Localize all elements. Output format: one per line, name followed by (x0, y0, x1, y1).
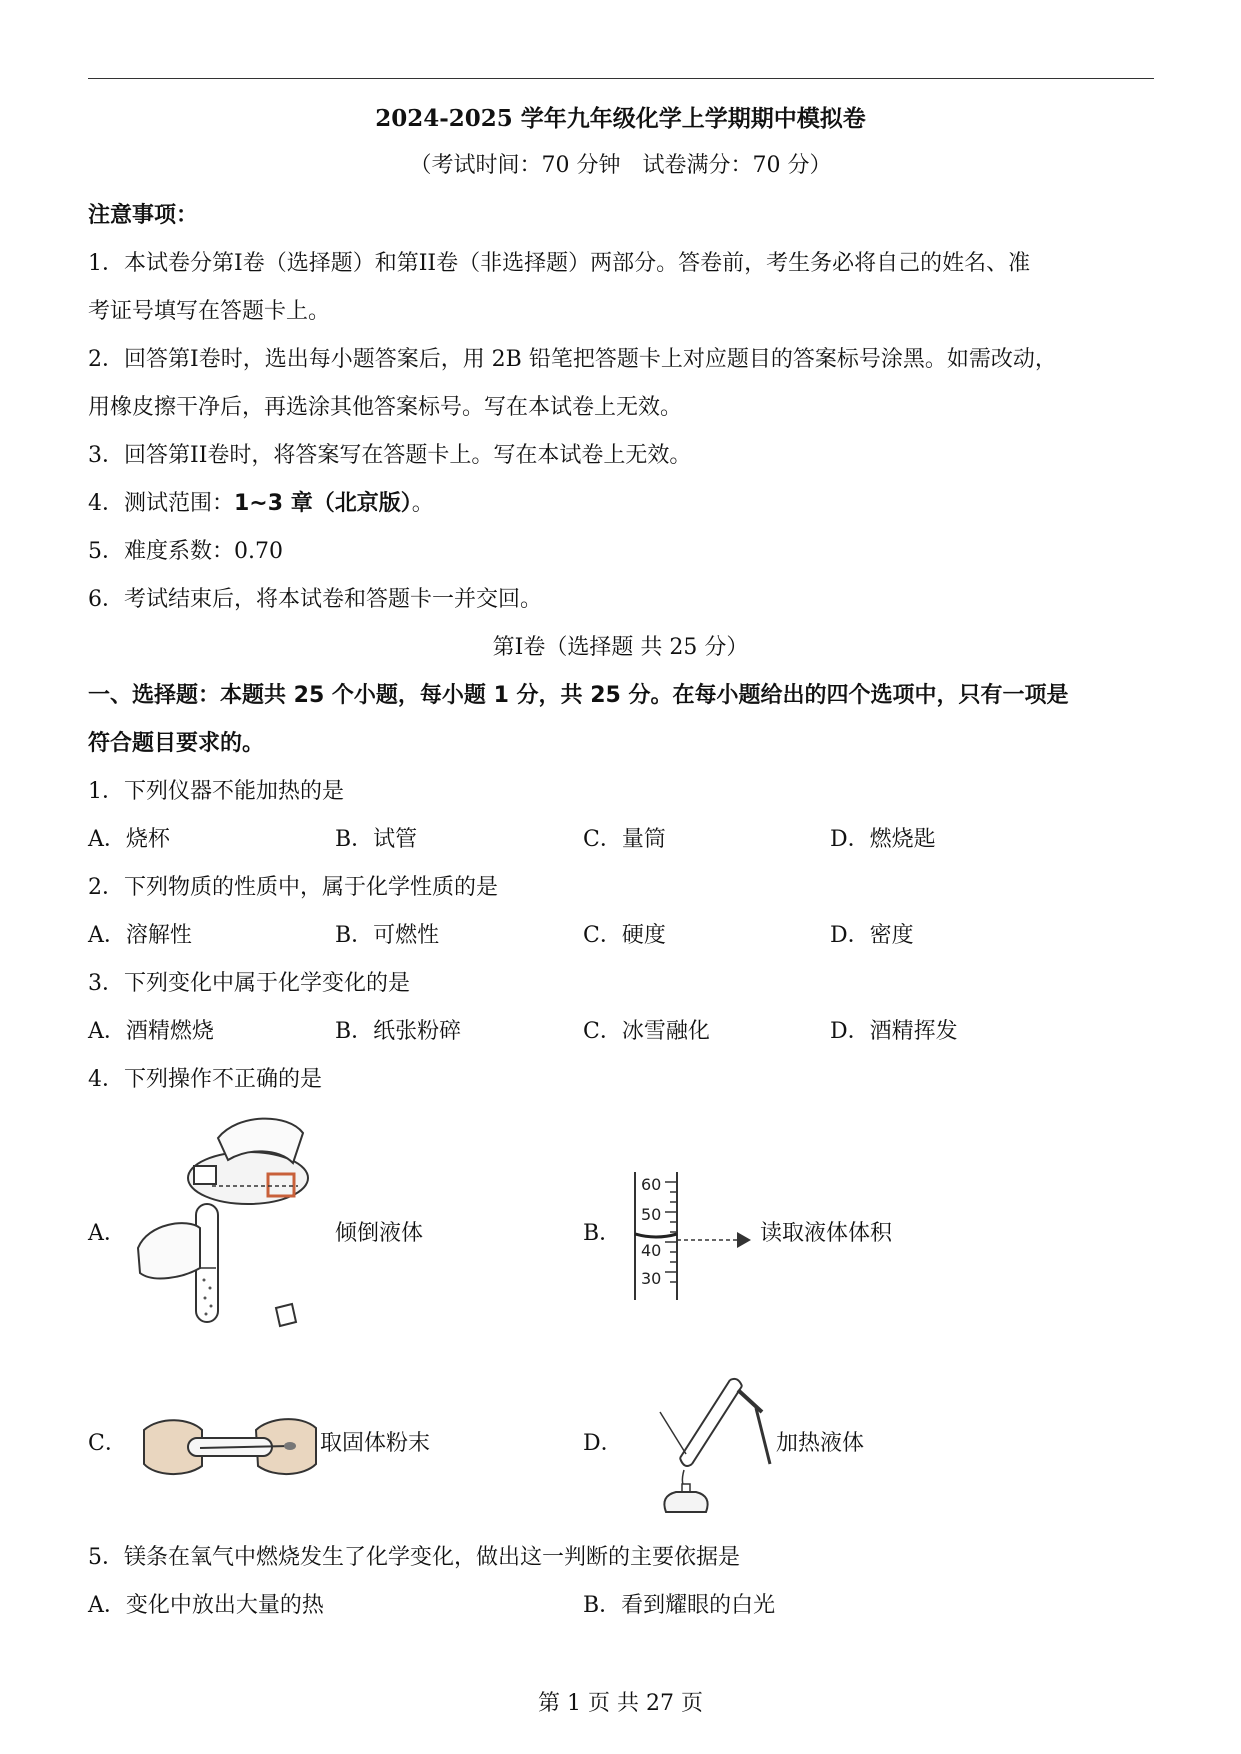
cylinder-tick-label: 60 (641, 1175, 662, 1194)
exam-title: 2024-2025 学年九年级化学上学期期中模拟卷 (375, 105, 866, 132)
figure-caption-c: 取固体粉末 (320, 1431, 431, 1456)
note-scope-bold: 1~3 章（北京版） (234, 491, 412, 516)
option-c: C．硬度 (583, 923, 666, 948)
note-line: 考证号填写在答题卡上。 (88, 299, 331, 324)
section-instruction: 一、选择题：本题共 25 个小题，每小题 1 分，共 25 分。在每小题给出的四个选项中，只有一项是 (88, 683, 1069, 708)
option-a: A．溶解性 (88, 923, 192, 948)
option-d: D．酒精挥发 (830, 1019, 958, 1044)
note-line: 5．难度系数：0.70 (88, 539, 283, 564)
section-title: 第I卷（选择题 共 25 分） (492, 635, 749, 660)
note-scope-prefix: 4．测试范围： (88, 491, 234, 516)
figure-option-letter-d: D． (583, 1431, 623, 1456)
option-d: D．密度 (830, 923, 914, 948)
question-stem: 5．镁条在氧气中燃烧发生了化学变化，做出这一判断的主要依据是 (88, 1545, 740, 1570)
header-rule (88, 78, 1154, 79)
note-line: 用橡皮擦干净后，再选涂其他答案标号。写在本试卷上无效。 (88, 395, 683, 420)
note-line: 6．考试结束后，将本试卷和答题卡一并交回。 (88, 587, 542, 612)
option-b: B．看到耀眼的白光 (583, 1593, 776, 1618)
figure-caption-b: 读取液体体积 (760, 1221, 893, 1246)
note-scope-suffix: 。 (411, 491, 434, 516)
page-footer: 第 1 页 共 27 页 (538, 1691, 703, 1716)
figure-caption-a: 倾倒液体 (335, 1221, 424, 1246)
question-stem: 3．下列变化中属于化学变化的是 (88, 971, 410, 996)
option-b: B．纸张粉碎 (335, 1019, 462, 1044)
option-b: B．可燃性 (335, 923, 440, 948)
option-a: A．烧杯 (88, 827, 170, 852)
note-line: 2．回答第I卷时，选出每小题答案后，用 2B 铅笔把答题卡上对应题目的答案标号涂黑。如需改动， (88, 347, 1057, 372)
cylinder-reading-figure (625, 1168, 765, 1304)
note-line-scope (88, 486, 434, 517)
cylinder-tick-label: 30 (641, 1269, 662, 1288)
note-line: 3．回答第II卷时，将答案写在答题卡上。写在本试卷上无效。 (88, 443, 692, 468)
exam-subtitle: （考试时间：70 分钟 试卷满分：70 分） (409, 153, 832, 178)
pour-liquid-figure (128, 1108, 324, 1340)
figure-option-letter-c: C． (88, 1431, 127, 1456)
option-c: C．量筒 (583, 827, 666, 852)
option-a: A．酒精燃烧 (88, 1019, 214, 1044)
question-stem: 1．下列仪器不能加热的是 (88, 779, 344, 804)
notes-heading: 注意事项： (88, 203, 199, 228)
section-instruction: 符合题目要求的。 (88, 731, 265, 756)
heat-liquid-figure (630, 1372, 780, 1520)
take-powder-figure (140, 1408, 320, 1488)
figure-caption-d: 加热液体 (776, 1431, 865, 1456)
cylinder-tick-label: 40 (641, 1241, 662, 1260)
option-d: D．燃烧匙 (830, 827, 936, 852)
question-stem: 4．下列操作不正确的是 (88, 1067, 322, 1092)
note-line: 1．本试卷分第I卷（选择题）和第II卷（非选择题）两部分。答卷前，考生务必将自己的姓名、准 (88, 251, 1031, 276)
question-stem: 2．下列物质的性质中，属于化学性质的是 (88, 875, 498, 900)
cylinder-tick-label: 50 (641, 1205, 662, 1224)
option-c: C．冰雪融化 (583, 1019, 710, 1044)
option-b: B．试管 (335, 827, 418, 852)
figure-option-letter-a: A． (88, 1221, 126, 1246)
figure-option-letter-b: B． (583, 1221, 622, 1246)
option-a: A．变化中放出大量的热 (88, 1593, 324, 1618)
